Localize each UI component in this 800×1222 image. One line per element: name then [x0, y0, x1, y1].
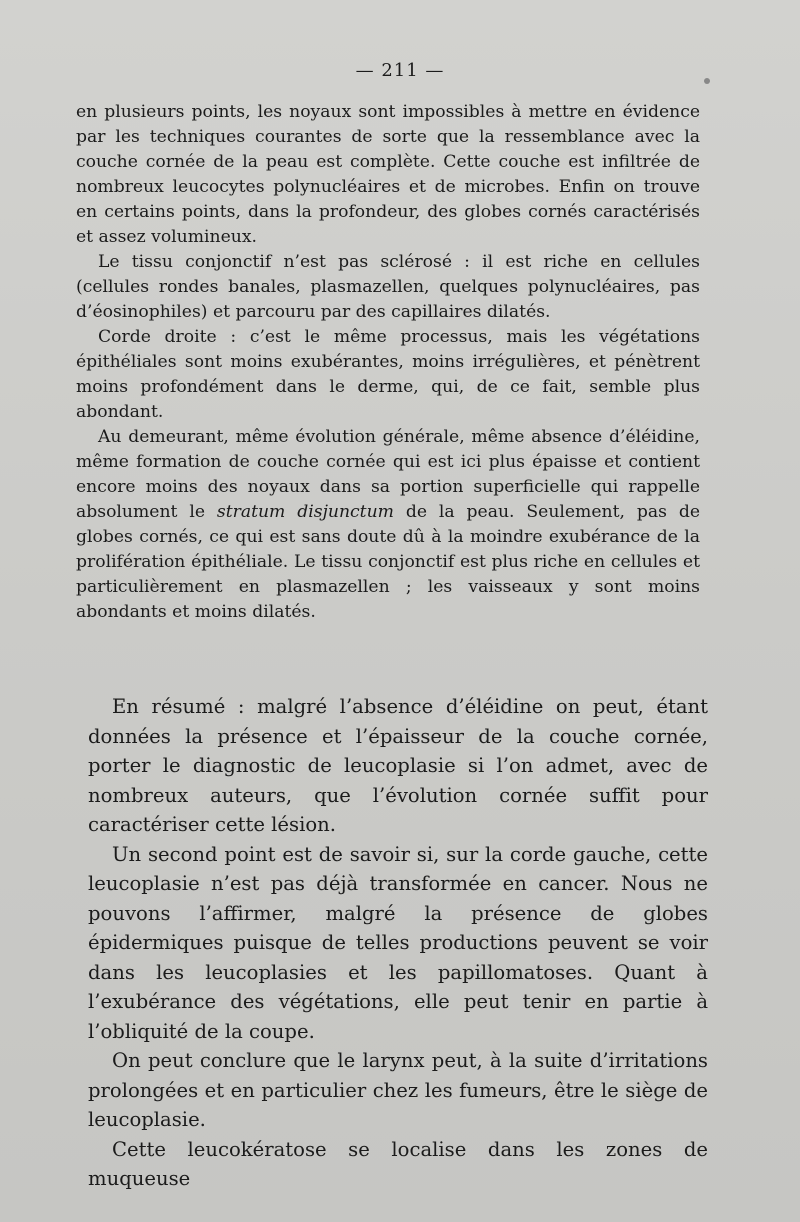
paragraph: en plusieurs points, les noyaux sont impossibles à mettre en évidence par les techniques courantes de sorte que la ressemblance avec la couche cornée de la peau est complète. Cette couche est infiltrée de nombreux leucocytes polynucléaires et de microbes. Enfin on trouve en certains points, dans la profondeur, des globes cornés caractérisés et assez volumineux. [76, 102, 700, 247]
paragraph [76, 425, 700, 625]
italic-term: stratum disjunctum [216, 502, 394, 522]
paragraph-text: de la peau. Seulement, pas de globes cornés, ce qui est sans doute dû à la moindre exubérance de la prolifération épithéliale. Le tissu conjonctif est plus riche en cellules et particulièrement en plasmazellen ; les vaisseaux y sont moins abondants et moins dilatés. [76, 502, 700, 622]
paragraph: On peut conclure que le larynx peut, à la suite d’irritations prolongées et en particulier chez les fumeurs, être le siège de leucoplasie. [88, 1049, 708, 1131]
page-number: — 211 — [355, 60, 445, 81]
paragraph: Le tissu conjonctif n’est pas sclérosé : il est riche en cellules (cellules rondes banales, plasmazellen, quelques polynucléaires, pas d’éosinophiles) et parcouru par des capillaires dilatés. [76, 252, 700, 322]
text-block-upper [76, 100, 700, 625]
paragraph-text: Au demeurant, même évolution générale, même absence d’éléidine, même formation de couche cornée qui est ici plus épaisse et contient encore moins des noyaux dans sa portion superficielle qui rappelle absolument le [76, 427, 700, 522]
paragraph: Un second point est de savoir si, sur la corde gauche, cette leucoplasie n’est pas déjà transformée en cancer. Nous ne pouvons l’affirmer, malgré la présence de globes épidermiques puisque de telles productions peuvent se voir dans les leucoplasies et les papillomatoses. Quant à l’exubérance des végétations, elle peut tenir en partie à l’obliquité de la coupe. [88, 842, 708, 1043]
text-block-lower [88, 692, 708, 1194]
paragraph: Cette leucokératose se localise dans les zones de muqueuse [88, 1137, 708, 1190]
paragraph: Corde droite : c’est le même processus, mais les végétations épithéliales sont moins exubérantes, moins irrégulières, et pénètrent moins profondément dans le derme, qui, de ce fait, semble plus abondant. [76, 327, 700, 422]
paragraph: En résumé : malgré l’absence d’éléidine on peut, étant données la présence et l’épaisseur de la couche cornée, porter le diagnostic de leucoplasie si l’on admet, avec de nombreux auteurs, que l’évolution cornée suffit pour caractériser cette lésion. [88, 695, 708, 836]
